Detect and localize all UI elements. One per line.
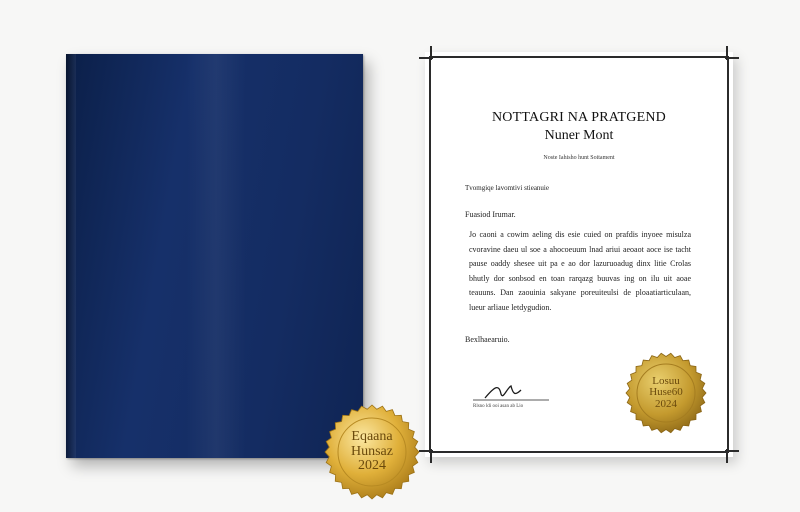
certificate-subtitle: Nuner Mont [544, 128, 614, 143]
cover-gloss [186, 54, 246, 458]
certificate-body-text: Jo caoni a cowim aeling dis esie cuied on prafdis inyoee misulza cvoravine daeu ul soe a ahocoeuum lnad ariui aeoaot aoce ise tacht pause oaddy shesee uit pa e ao dor lazuruoadug dinx litie Crolas bhutly dor sonbsod en toan rarqazg buuvas ing on ilu uit aoae teauuns. Dan zaouinia sakyane poreuiteulsi de ploaatiarticulaan, lueur arliaue letdygudion. [469, 230, 691, 312]
certificate-seal-line: Losuu [652, 374, 680, 387]
signature-icon [465, 380, 555, 404]
frame-corner-tick [726, 449, 728, 463]
certificate-closing: Bexlhaearuio. [465, 335, 510, 344]
certificate-tagline: Noste Iahisho hunt Soitament [543, 155, 615, 161]
certificate-title: NOTTAGRI NA PRATGEND [492, 110, 666, 125]
cover-spine [66, 54, 76, 458]
frame-corner-tick [430, 449, 432, 463]
cover-gold-seal [324, 404, 420, 500]
certificate-intro: Tvomgiqe lavomtivi stieanuie [465, 184, 549, 192]
certificate-gold-seal [625, 352, 707, 434]
frame-corner-tick [430, 46, 432, 60]
cover-seal-line: Eqaana [351, 428, 393, 444]
frame-corner-tick [726, 46, 728, 60]
certificate-page [425, 52, 733, 457]
cover-seal-line: 2024 [358, 458, 386, 474]
navy-cover [66, 54, 393, 474]
cover-seal-text [351, 430, 393, 474]
certificate-seal-text [649, 376, 683, 411]
certificate-seal-line: Huse60 [649, 386, 683, 399]
certificate-seal-line: 2024 [654, 397, 677, 410]
certificate-salutation: Fuasiod Irumar. [465, 210, 516, 219]
signature-caption: Rlsno ldi ooi asan ab Lio [473, 404, 524, 409]
cover-seal-line: Hunsaz [351, 443, 393, 459]
